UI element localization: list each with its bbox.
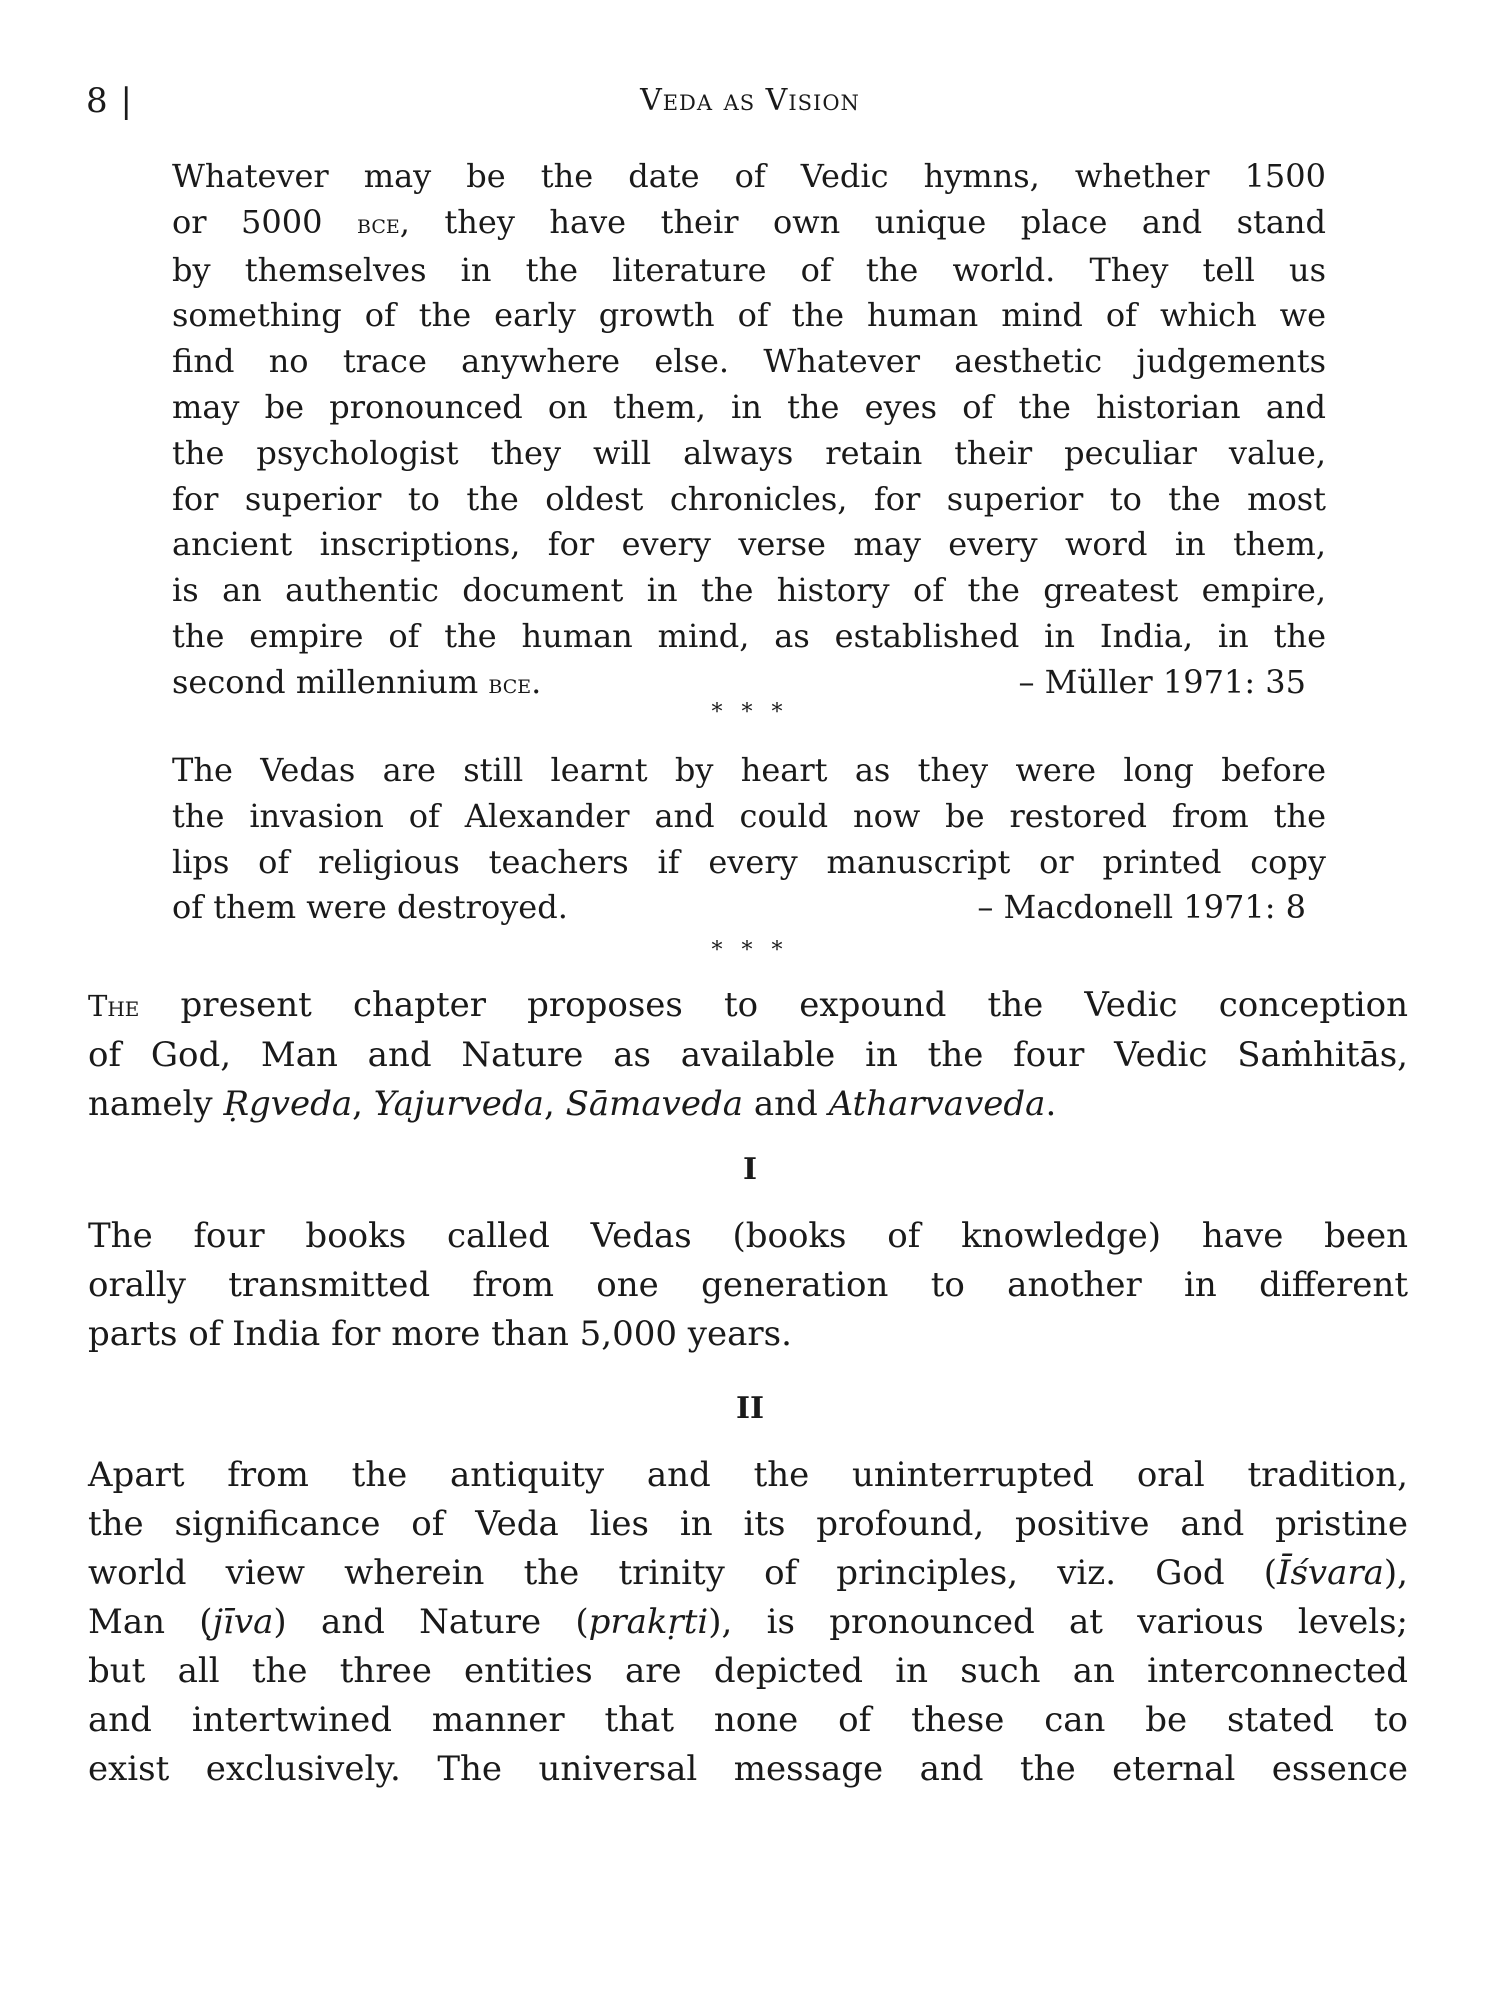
paragraph-line: of God, Man and Nature as available in the four Vedic Saṁhitās,: [88, 1035, 1408, 1075]
epigraph-quote-muller: [172, 154, 1326, 708]
paragraph-text: world view wherein the trinity of principles, viz. God (: [88, 1553, 1278, 1593]
intro-paragraph: [88, 981, 1408, 1129]
paragraph-text: ),: [1383, 1553, 1408, 1593]
era-abbreviation: bce: [357, 208, 400, 240]
paragraph-line: orally transmitted from one generation to another in different: [88, 1265, 1408, 1305]
quote-line: The Vedas are still learnt by heart as they were long before: [172, 751, 1326, 789]
section-paragraph: [88, 1451, 1408, 1794]
quote-line: find no trace anywhere else. Whatever aesthetic judgements: [172, 342, 1326, 381]
punctuation: .: [1045, 1084, 1057, 1124]
section-heading: I: [742, 1152, 758, 1187]
quote-line: ancient inscriptions, for every verse may every word in them,: [172, 525, 1326, 564]
page-number: 8 |: [86, 81, 133, 121]
quote-line: by themselves in the literature of the world. They tell us: [172, 250, 1326, 289]
quote-attribution: – Müller 1971: 35: [1018, 662, 1306, 701]
quote-line: the psychologist they will always retain their peculiar value,: [172, 433, 1326, 472]
paragraph-line: [88, 1549, 1408, 1598]
quote-last-text: second millennium: [172, 662, 479, 701]
quote-last-line: [172, 885, 1326, 931]
paragraph-line: the significance of Veda lies in its profound, positive and pristine: [88, 1504, 1408, 1544]
paragraph-line: [88, 1080, 1408, 1129]
paragraph-line: [88, 1598, 1408, 1647]
quote-line-rest: they have their own unique place and stand: [444, 202, 1327, 241]
lead-small-caps: The: [88, 989, 140, 1023]
quote-line: may be pronounced on them, in the eyes of the historian and: [172, 387, 1326, 426]
veda-name: Yajurveda: [373, 1084, 544, 1124]
paragraph-line-rest: present chapter proposes to expound the Vedic conception: [180, 985, 1408, 1025]
veda-name: Atharvaveda: [828, 1084, 1046, 1124]
section-separator: * * *: [711, 938, 789, 963]
paragraph-line: The four books called Vedas (books of knowledge) have been: [88, 1216, 1408, 1256]
paragraph-line: [88, 981, 1408, 1031]
quote-line: something of the early growth of the human mind of which we: [172, 296, 1326, 335]
quote-line: Whatever may be the date of Vedic hymns, whether 1500: [172, 157, 1326, 195]
paragraph-text: ) and Nature (: [273, 1602, 589, 1642]
quote-line: [172, 200, 1326, 248]
veda-name: Sāmaveda: [565, 1084, 743, 1124]
paragraph-line: Apart from the antiquity and the uninterrupted oral tradition,: [88, 1455, 1408, 1495]
paragraph-line: parts of India for more than 5,000 years.: [88, 1314, 792, 1354]
quote-line: for superior to the oldest chronicles, for superior to the most: [172, 479, 1326, 518]
quote-last-text: of them were destroyed.: [172, 888, 568, 927]
sanskrit-term: prakṛti: [588, 1602, 709, 1642]
sanskrit-term: Īśvara: [1277, 1553, 1384, 1593]
paragraph-line: exist exclusively. The universal message and the eternal essence: [88, 1749, 1408, 1789]
quote-line-suffix: ,: [399, 202, 410, 241]
paragraph-line: and intertwined manner that none of these can be stated to: [88, 1700, 1408, 1740]
paragraph-text: ), is pronounced at various levels;: [708, 1602, 1409, 1642]
paragraph-text: namely: [88, 1084, 213, 1124]
quote-line: the empire of the human mind, as established in India, in the: [172, 616, 1326, 655]
quote-line: is an authentic document in the history of the greatest empire,: [172, 571, 1326, 610]
quote-attribution: – Macdonell 1971: 8: [977, 888, 1306, 927]
sanskrit-term: jīva: [212, 1602, 274, 1642]
paragraph-line: but all the three entities are depicted in such an interconnected: [88, 1651, 1408, 1691]
punctuation: ,: [543, 1084, 555, 1124]
quote-line-prefix: or 5000: [172, 202, 323, 241]
quote-last-end: .: [531, 662, 542, 701]
punctuation: ,: [352, 1084, 363, 1124]
paragraph-text: and: [753, 1084, 818, 1124]
epigraph-quote-macdonell: [172, 748, 1326, 931]
section-separator: * * *: [711, 700, 789, 725]
paragraph-text: Man (: [88, 1602, 213, 1642]
running-title: Veda as Vision: [640, 83, 860, 118]
era-abbreviation: bce: [488, 668, 532, 700]
quote-line: lips of religious teachers if every manuscript or printed copy: [172, 842, 1326, 881]
section-heading: II: [735, 1391, 765, 1426]
section-paragraph: [88, 1212, 1408, 1359]
quote-line: the invasion of Alexander and could now be restored from the: [172, 796, 1326, 835]
veda-name: Ṛgveda: [223, 1084, 353, 1124]
page-header: [0, 76, 1500, 126]
